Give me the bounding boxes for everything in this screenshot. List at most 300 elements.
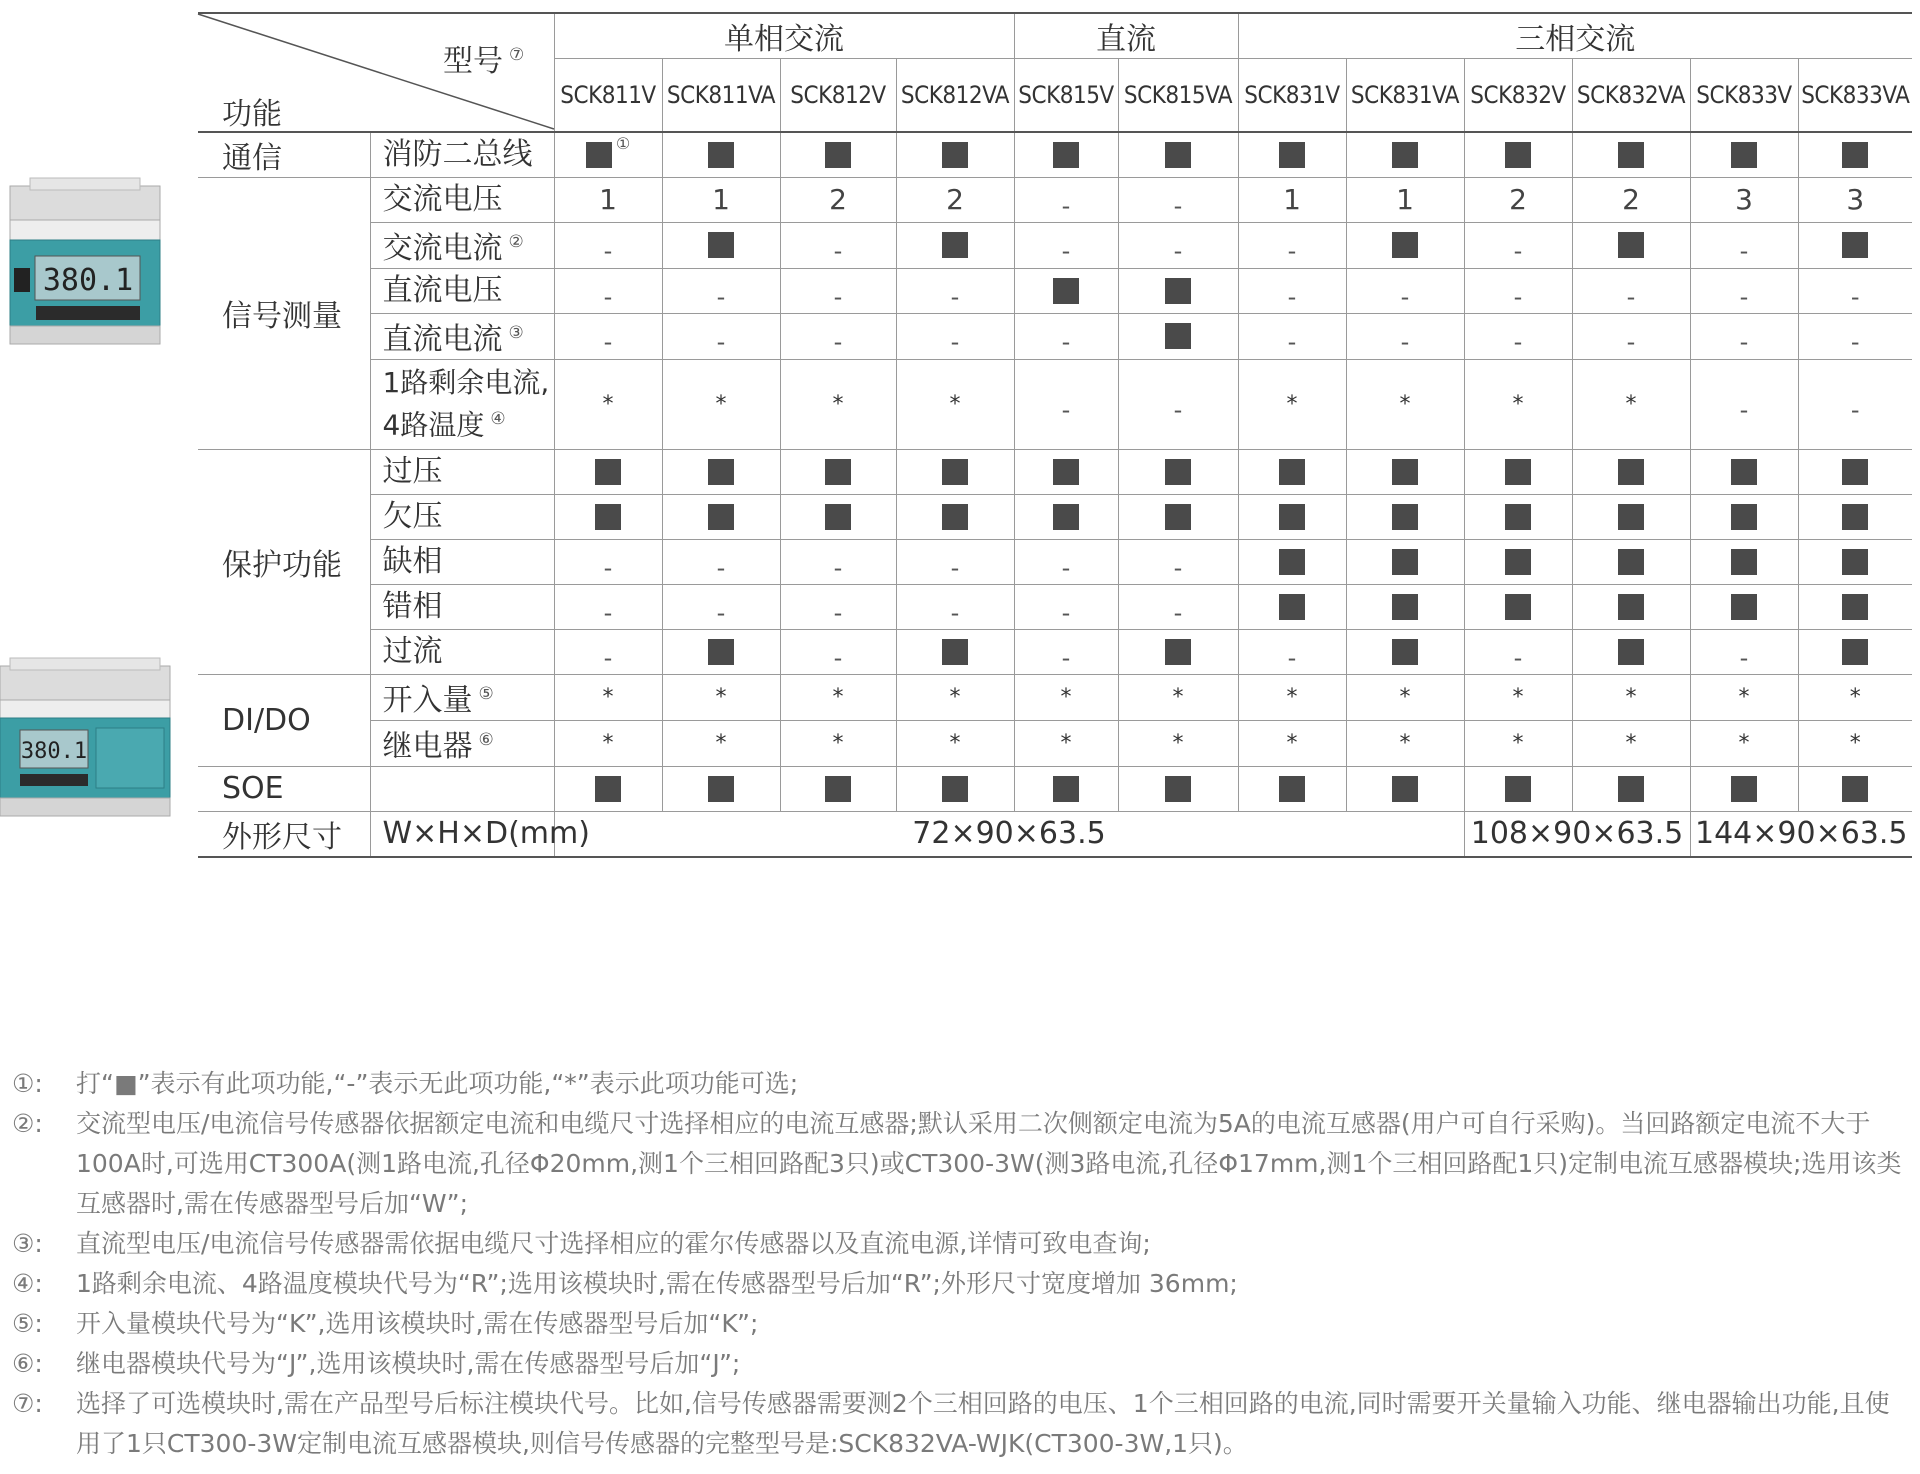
value-cell	[1690, 177, 1798, 222]
value-cell	[1118, 449, 1238, 494]
value-cell	[780, 268, 896, 313]
optional-star: *	[1399, 684, 1411, 710]
footnote: ③: 直流型电压/电流信号传感器需依据电缆尺寸选择相应的霍尔传感器以及直流电源,详情可致电查询;	[12, 1229, 1151, 1258]
header-row-groups	[198, 13, 1912, 59]
value-cell	[1238, 359, 1346, 449]
device-display-1: 380.1	[42, 263, 134, 298]
has-function-square-icon	[1279, 142, 1305, 168]
has-function-square-icon	[942, 232, 968, 258]
has-function-square-icon	[708, 776, 734, 802]
function-header-label: 功能	[222, 97, 282, 132]
has-function-square-icon	[1731, 142, 1757, 168]
value-cell	[1572, 359, 1690, 449]
value-cell	[1238, 674, 1346, 720]
has-function-square-icon	[1842, 776, 1868, 802]
category-dido: DI/DO	[198, 674, 370, 766]
value-cell	[1346, 132, 1464, 178]
value-cell	[1014, 449, 1118, 494]
has-function-square-icon	[1731, 594, 1757, 620]
category-size: 外形尺寸	[198, 811, 370, 857]
value-cell	[1118, 539, 1238, 584]
value-cell	[1014, 268, 1118, 313]
function-label: 消防二总线	[370, 132, 554, 178]
value-cell	[896, 539, 1014, 584]
optional-star: *	[715, 391, 727, 417]
function-label: 直流电压	[370, 268, 554, 313]
table-row	[198, 222, 1912, 268]
value-cell	[1464, 177, 1572, 222]
value-cell	[1464, 359, 1572, 449]
value-cell	[1798, 720, 1912, 766]
function-label: 交流电流 ②	[370, 222, 554, 268]
group-header: 单相交流	[554, 13, 1014, 59]
size-value: 72×90×63.5	[554, 811, 1464, 857]
model-header: SCK833VA	[1798, 59, 1912, 132]
has-function-square-icon	[1618, 142, 1644, 168]
value-cell	[1690, 449, 1798, 494]
value-cell	[1238, 313, 1346, 359]
value-cell	[1690, 674, 1798, 720]
has-function-square-icon	[1842, 459, 1868, 485]
has-function-square-icon	[1165, 639, 1191, 665]
value-cell	[780, 177, 896, 222]
optional-star: *	[602, 730, 614, 756]
value-cell	[780, 449, 896, 494]
optional-star: *	[1286, 391, 1298, 417]
footnote: ⑥: 继电器模块代号为“J”,选用该模块时,需在传感器型号后加“J”;	[12, 1349, 741, 1378]
has-function-square-icon	[1165, 278, 1191, 304]
value-cell	[1346, 359, 1464, 449]
value-cell	[896, 132, 1014, 178]
has-function-square-icon	[708, 142, 734, 168]
has-function-square-icon	[1053, 776, 1079, 802]
value-cell: ①	[554, 132, 662, 178]
value-cell	[1572, 539, 1690, 584]
value-cell	[1572, 720, 1690, 766]
no-function-dash: -	[1173, 553, 1183, 582]
has-function-square-icon	[825, 142, 851, 168]
optional-star: *	[832, 730, 844, 756]
count-value: 2	[1509, 183, 1527, 216]
value-cell	[1118, 359, 1238, 449]
value-cell	[1464, 674, 1572, 720]
table-row	[198, 132, 1912, 178]
value-cell	[554, 674, 662, 720]
count-value: 3	[1735, 183, 1753, 216]
optional-star: *	[949, 391, 961, 417]
no-function-dash: -	[1400, 328, 1410, 356]
value-cell	[1346, 629, 1464, 674]
no-function-dash: -	[1287, 282, 1297, 311]
no-function-dash: -	[1513, 237, 1523, 265]
value-cell	[1118, 222, 1238, 268]
function-label: 缺相	[370, 539, 554, 584]
value-cell	[780, 766, 896, 811]
spec-table	[198, 12, 1912, 858]
has-function-square-icon	[1279, 459, 1305, 485]
table-row	[198, 720, 1912, 766]
optional-star: *	[1512, 730, 1524, 756]
count-value: 2	[829, 183, 847, 216]
has-function-square-icon	[1053, 459, 1079, 485]
table-row	[198, 449, 1912, 494]
value-cell	[1464, 222, 1572, 268]
value-cell	[1346, 766, 1464, 811]
group-header: 三相交流	[1238, 13, 1912, 59]
value-cell	[896, 766, 1014, 811]
has-function-square-icon	[1392, 639, 1418, 665]
value-cell	[1346, 313, 1464, 359]
footnote: ⑤: 开入量模块代号为“K”,选用该模块时,需在传感器型号后加“K”;	[12, 1309, 759, 1338]
value-cell	[1464, 539, 1572, 584]
has-function-square-icon	[942, 459, 968, 485]
value-cell	[1346, 222, 1464, 268]
table-row	[198, 766, 1912, 811]
value-cell	[1798, 539, 1912, 584]
no-function-dash: -	[1739, 328, 1749, 356]
no-function-dash: -	[603, 643, 613, 672]
spec-table-body	[198, 13, 1912, 857]
count-value: 3	[1846, 183, 1865, 216]
category-soe: SOE	[198, 766, 370, 811]
has-function-square-icon	[1618, 504, 1644, 530]
value-cell	[1798, 766, 1912, 811]
has-function-square-icon	[942, 504, 968, 530]
optional-star: *	[832, 684, 844, 710]
no-function-dash: -	[603, 553, 613, 582]
value-cell	[1464, 132, 1572, 178]
optional-star: *	[1738, 730, 1750, 756]
count-value: 1	[599, 183, 617, 216]
no-function-dash: -	[1173, 237, 1183, 265]
value-cell	[1690, 494, 1798, 539]
no-function-dash: -	[716, 598, 726, 627]
no-function-dash: -	[1513, 328, 1523, 356]
value-cell	[1690, 313, 1798, 359]
optional-star: *	[949, 684, 961, 710]
has-function-square-icon	[825, 459, 851, 485]
device-image-small	[0, 178, 175, 348]
no-function-dash: -	[603, 598, 613, 627]
has-function-square-icon	[1505, 459, 1531, 485]
function-label: 交流电压	[370, 177, 554, 222]
no-function-dash: -	[1287, 237, 1297, 265]
no-function-dash: -	[1400, 282, 1410, 311]
no-function-dash: -	[950, 282, 960, 311]
has-function-square-icon	[708, 504, 734, 530]
function-label: 欠压	[370, 494, 554, 539]
value-cell	[662, 494, 780, 539]
value-cell	[1238, 720, 1346, 766]
has-function-square-icon	[942, 142, 968, 168]
no-function-dash: -	[1173, 396, 1183, 424]
value-cell	[1572, 177, 1690, 222]
table-row	[198, 177, 1912, 222]
has-function-square-icon	[1618, 549, 1644, 575]
size-value: 108×90×63.5	[1464, 811, 1690, 857]
optional-star: *	[1625, 684, 1637, 710]
value-cell	[1238, 268, 1346, 313]
value-cell	[662, 766, 780, 811]
no-function-dash: -	[1173, 191, 1183, 220]
has-function-square-icon	[1618, 639, 1644, 665]
optional-star: *	[1849, 730, 1861, 756]
value-cell	[1798, 268, 1912, 313]
value-cell	[1690, 539, 1798, 584]
model-header-label: 型号 ⑦	[443, 44, 525, 79]
value-cell	[1798, 584, 1912, 629]
has-function-square-icon	[1392, 776, 1418, 802]
value-cell	[1572, 268, 1690, 313]
no-function-dash: -	[833, 598, 843, 627]
value-cell	[896, 720, 1014, 766]
optional-star: *	[715, 684, 727, 710]
header-corner	[198, 13, 554, 132]
function-label: 过压	[370, 449, 554, 494]
has-function-square-icon	[942, 639, 968, 665]
has-function-square-icon	[586, 142, 612, 168]
value-cell	[1238, 584, 1346, 629]
value-cell	[1238, 222, 1346, 268]
value-cell	[780, 132, 896, 178]
no-function-dash: -	[1513, 282, 1523, 311]
has-function-square-icon	[1279, 594, 1305, 620]
value-cell	[1118, 132, 1238, 178]
value-cell	[1014, 313, 1118, 359]
value-cell	[1014, 494, 1118, 539]
table-row	[198, 674, 1912, 720]
has-function-square-icon	[1618, 459, 1644, 485]
no-function-dash: -	[603, 328, 613, 356]
no-function-dash: -	[1850, 396, 1860, 424]
value-cell	[1238, 629, 1346, 674]
optional-star: *	[1060, 684, 1072, 710]
has-function-square-icon	[708, 639, 734, 665]
has-function-square-icon	[1279, 549, 1305, 575]
value-cell	[1690, 629, 1798, 674]
value-cell	[780, 629, 896, 674]
no-function-dash: -	[1061, 328, 1071, 356]
value-cell	[1572, 222, 1690, 268]
no-function-dash: -	[716, 282, 726, 311]
value-cell	[1014, 359, 1118, 449]
value-cell	[896, 449, 1014, 494]
table-row	[198, 584, 1912, 629]
optional-star: *	[1512, 684, 1524, 710]
no-function-dash: -	[603, 282, 613, 311]
has-function-square-icon	[1053, 142, 1079, 168]
value-cell	[1572, 584, 1690, 629]
model-header: SCK812V	[780, 59, 896, 132]
value-cell	[1464, 766, 1572, 811]
value-cell	[780, 674, 896, 720]
value-cell	[1118, 268, 1238, 313]
table-row	[198, 494, 1912, 539]
value-cell	[1464, 449, 1572, 494]
optional-star: *	[1399, 391, 1411, 417]
count-value: 1	[1283, 183, 1301, 216]
value-cell	[1238, 494, 1346, 539]
has-function-square-icon	[1842, 549, 1868, 575]
value-cell	[1118, 494, 1238, 539]
value-cell	[896, 313, 1014, 359]
has-function-square-icon	[1053, 504, 1079, 530]
no-function-dash: -	[1513, 643, 1523, 672]
optional-star: *	[949, 730, 961, 756]
value-cell	[1572, 629, 1690, 674]
value-cell	[896, 584, 1014, 629]
value-cell	[1238, 539, 1346, 584]
footnotes	[12, 1064, 1912, 1464]
has-function-square-icon	[595, 459, 621, 485]
model-header: SCK832VA	[1572, 59, 1690, 132]
optional-star: *	[1172, 684, 1184, 710]
no-function-dash: -	[950, 598, 960, 627]
has-function-square-icon	[1842, 504, 1868, 530]
has-function-square-icon	[595, 776, 621, 802]
value-cell	[1118, 674, 1238, 720]
no-function-dash: -	[1850, 282, 1860, 311]
optional-star: *	[602, 391, 614, 417]
value-cell	[1346, 674, 1464, 720]
value-cell	[1346, 539, 1464, 584]
value-cell	[662, 629, 780, 674]
value-cell	[1572, 132, 1690, 178]
value-cell	[1798, 177, 1912, 222]
model-header: SCK811VA	[662, 59, 780, 132]
value-cell	[1118, 629, 1238, 674]
category-protect: 保护功能	[198, 449, 370, 674]
optional-star: *	[1625, 391, 1637, 417]
value-cell	[662, 359, 780, 449]
value-cell	[554, 359, 662, 449]
value-cell	[554, 494, 662, 539]
model-header: SCK812VA	[896, 59, 1014, 132]
value-cell	[1572, 313, 1690, 359]
no-function-dash: -	[1061, 598, 1071, 627]
value-cell	[1238, 177, 1346, 222]
no-function-dash: -	[716, 328, 726, 356]
has-function-square-icon	[1392, 232, 1418, 258]
has-function-square-icon	[1165, 504, 1191, 530]
function-label: 1路剩余电流, 4路温度 ④	[370, 359, 554, 449]
value-cell	[662, 539, 780, 584]
value-cell	[662, 222, 780, 268]
value-cell	[896, 359, 1014, 449]
table-row	[198, 539, 1912, 584]
function-label: 直流电流 ③	[370, 313, 554, 359]
value-cell	[1238, 766, 1346, 811]
value-cell	[896, 629, 1014, 674]
value-cell	[896, 222, 1014, 268]
optional-star: *	[1286, 684, 1298, 710]
table-row	[198, 268, 1912, 313]
optional-star: *	[1849, 684, 1861, 710]
value-cell	[662, 268, 780, 313]
optional-star: *	[1286, 730, 1298, 756]
value-cell	[1346, 449, 1464, 494]
has-function-square-icon	[1053, 278, 1079, 304]
size-unit-label: W×H×D(mm)	[370, 811, 554, 857]
value-cell	[662, 674, 780, 720]
value-cell	[1346, 584, 1464, 629]
value-cell	[1690, 132, 1798, 178]
value-cell	[1346, 494, 1464, 539]
no-function-dash: -	[1626, 282, 1636, 311]
count-value: 1	[1396, 183, 1414, 216]
value-cell	[1238, 132, 1346, 178]
no-function-dash: -	[1061, 237, 1071, 265]
value-cell	[1690, 766, 1798, 811]
has-function-square-icon	[1505, 549, 1531, 575]
has-function-square-icon	[1392, 549, 1418, 575]
no-function-dash: -	[1173, 598, 1183, 627]
has-function-square-icon	[1505, 504, 1531, 530]
optional-star: *	[1625, 730, 1637, 756]
group-header: 直流	[1014, 13, 1238, 59]
optional-star: *	[602, 684, 614, 710]
value-cell	[1014, 584, 1118, 629]
has-function-square-icon	[1392, 459, 1418, 485]
value-cell	[780, 222, 896, 268]
has-function-square-icon	[1165, 323, 1191, 349]
value-cell	[662, 177, 780, 222]
model-header: SCK831VA	[1346, 59, 1464, 132]
has-function-square-icon	[1505, 142, 1531, 168]
value-cell	[1346, 177, 1464, 222]
value-cell	[554, 268, 662, 313]
no-function-dash: -	[1739, 643, 1749, 672]
value-cell	[1014, 132, 1118, 178]
optional-star: *	[1512, 391, 1524, 417]
count-value: 1	[712, 183, 730, 216]
model-header: SCK815VA	[1118, 59, 1238, 132]
table-row	[198, 629, 1912, 674]
has-function-square-icon	[1165, 142, 1191, 168]
has-function-square-icon	[1842, 232, 1868, 258]
no-function-dash: -	[1287, 328, 1297, 356]
value-cell	[554, 584, 662, 629]
has-function-square-icon	[1165, 776, 1191, 802]
device-display-2: 380.1	[20, 739, 88, 764]
value-cell	[554, 449, 662, 494]
has-function-square-icon	[1731, 504, 1757, 530]
has-function-square-icon	[1392, 504, 1418, 530]
value-cell	[896, 494, 1014, 539]
footnote: ④: 1路剩余电流、4路温度模块代号为“R”;选用该模块时,需在传感器型号后加“R”;外形尺寸宽度增加 36mm;	[12, 1269, 1238, 1298]
has-function-square-icon	[1618, 232, 1644, 258]
value-cell	[1118, 584, 1238, 629]
no-function-dash: -	[833, 553, 843, 582]
has-function-square-icon	[1731, 549, 1757, 575]
value-cell	[1346, 720, 1464, 766]
no-function-dash: -	[1850, 328, 1860, 356]
optional-star: *	[832, 391, 844, 417]
value-cell	[1118, 177, 1238, 222]
footnote: ⑦: 选择了可选模块时,需在产品型号后标注模块代号。比如,信号传感器需要测2个三相回路的电压、1个三相回路的电流,同时需要开关量输入功能、继电器输出功能,且使用了1只CT300-3W定制电流互感器模块,则信号传感器的完整型号是:SCK832VA-WJK(CT300-3W,1只)。	[12, 1389, 1890, 1458]
no-function-dash: -	[1626, 328, 1636, 356]
value-cell	[1014, 720, 1118, 766]
optional-star: *	[1399, 730, 1411, 756]
no-function-dash: -	[1061, 396, 1071, 424]
has-function-square-icon	[1392, 594, 1418, 620]
value-cell	[662, 313, 780, 359]
count-value: 2	[1622, 183, 1640, 216]
table-row	[198, 359, 1912, 449]
footnote: ①: 打“■”表示有此项功能,“-”表示无此项功能,“*”表示此项功能可选;	[12, 1069, 799, 1098]
has-function-square-icon	[595, 504, 621, 530]
optional-star: *	[1172, 730, 1184, 756]
